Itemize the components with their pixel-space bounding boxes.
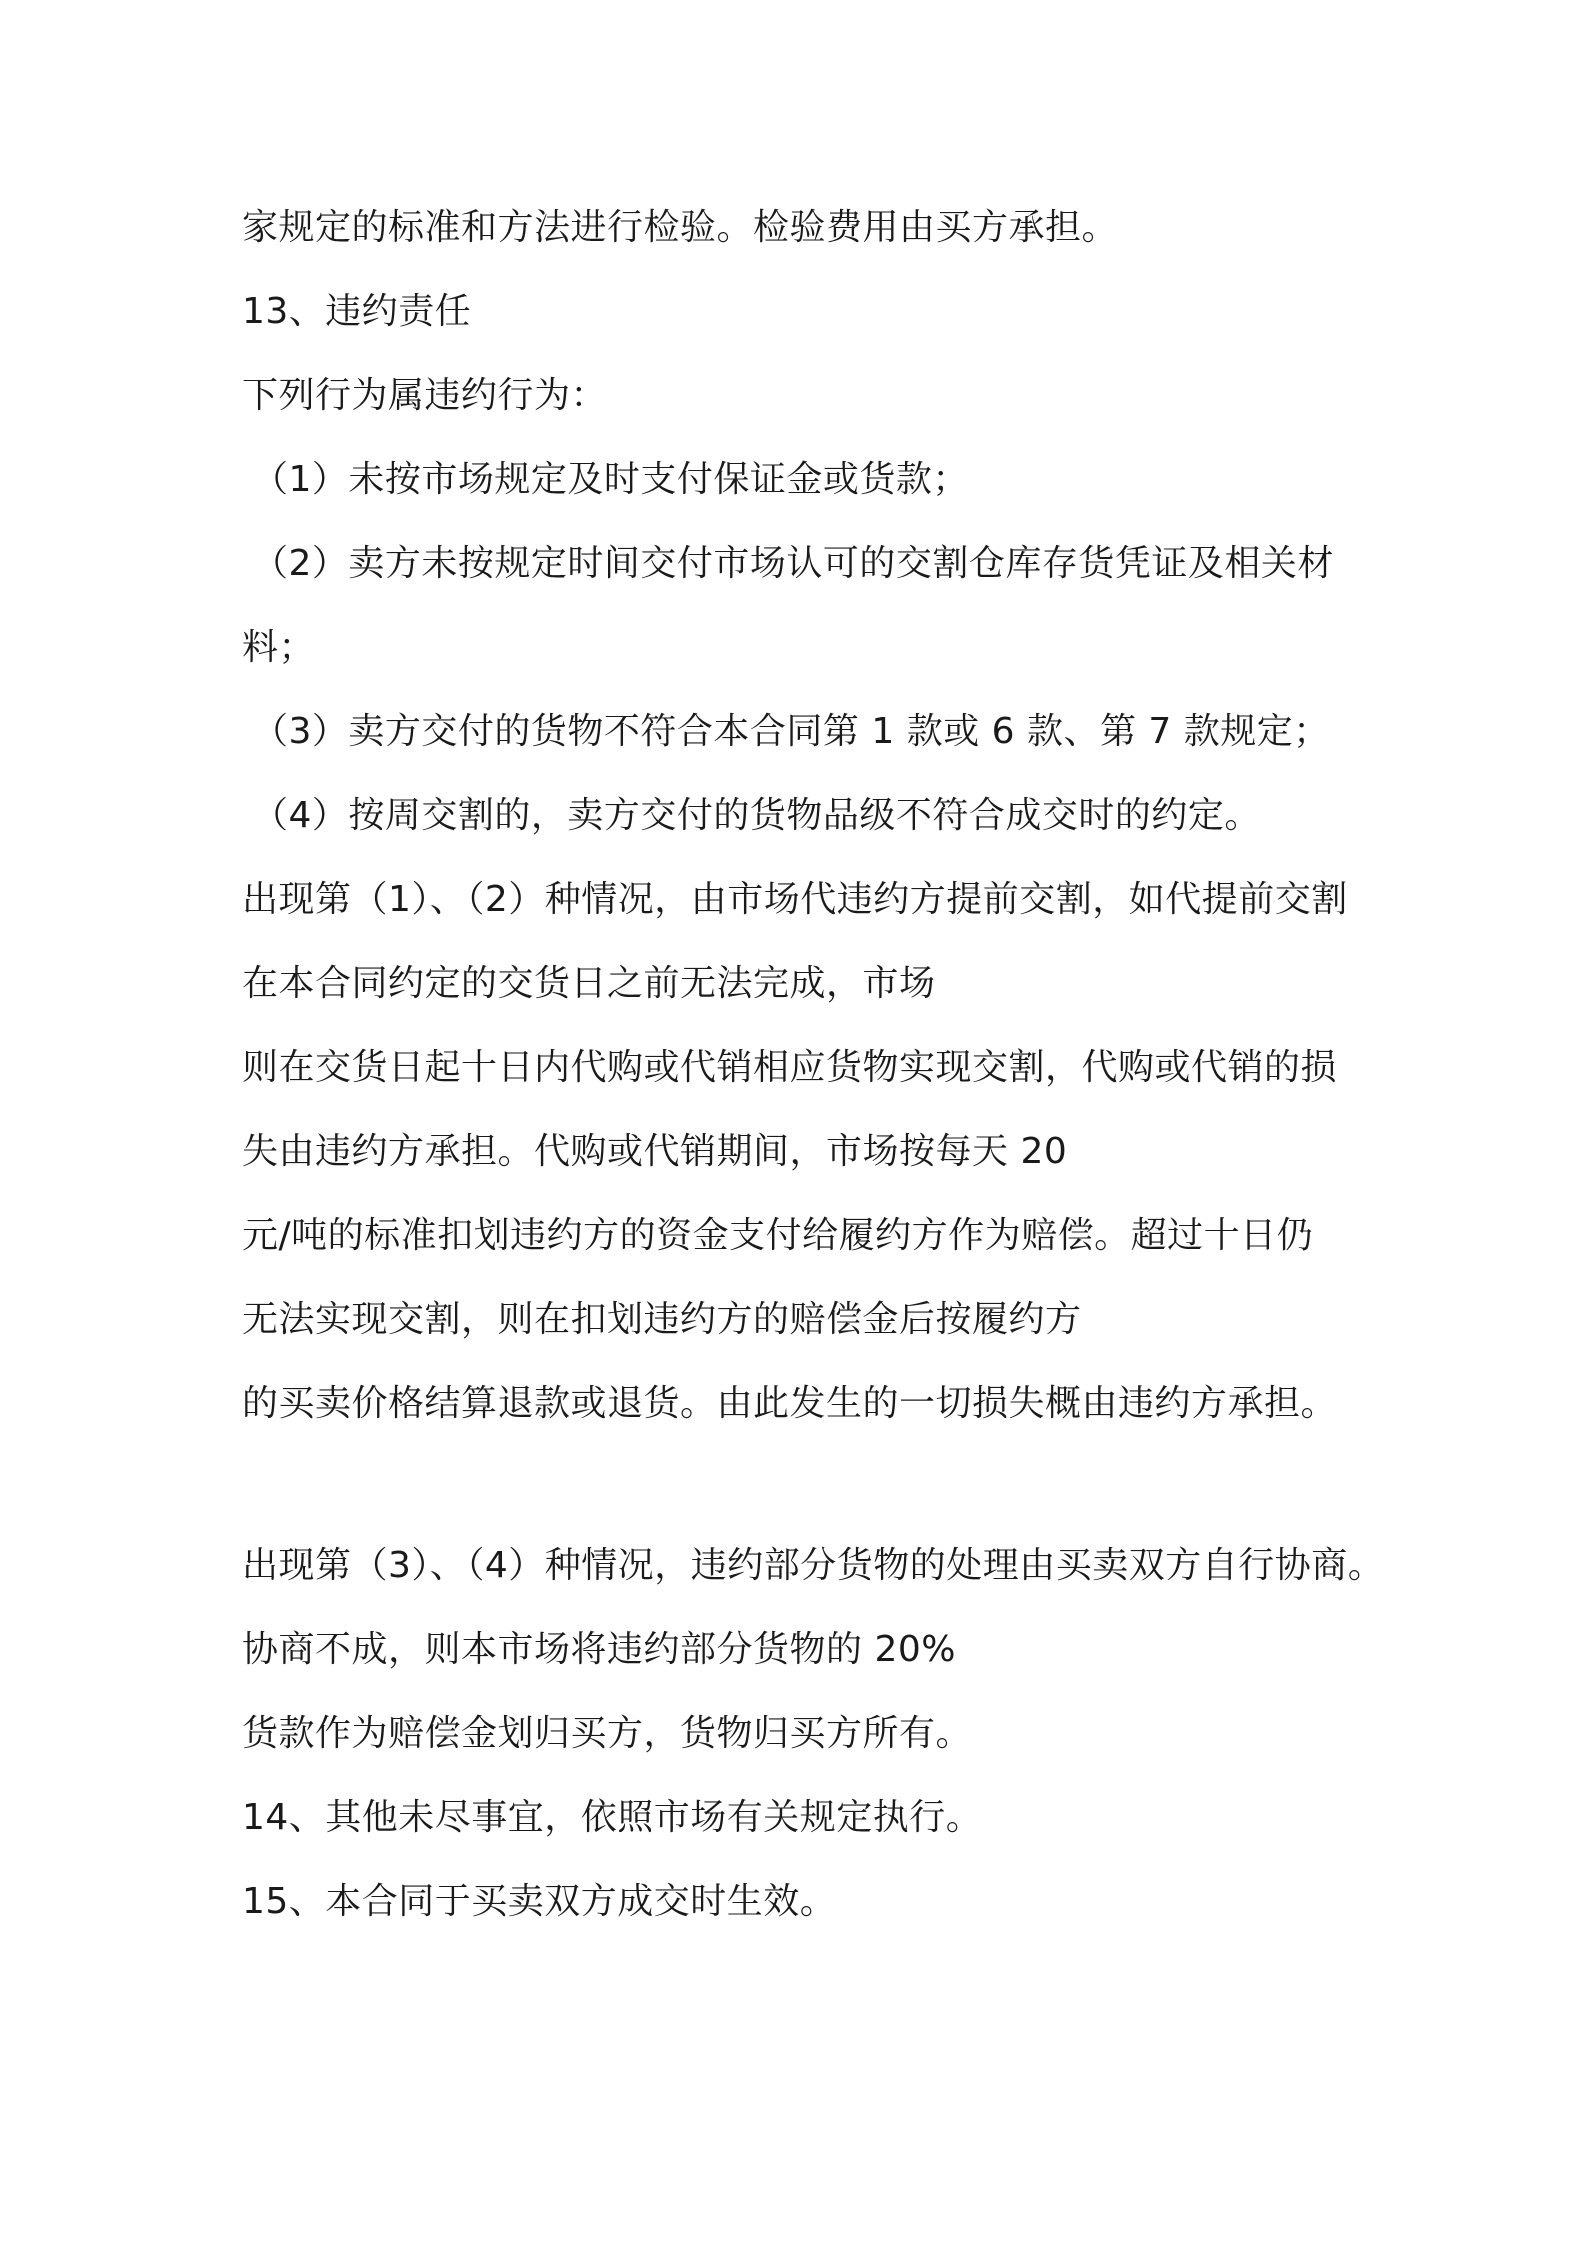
text-line-case-1-2-d: 失由违约方承担。代购或代销期间，市场按每天 20 [242, 1131, 1068, 1172]
list-item-1: （1）未按市场规定及时支付保证金或货款； [252, 459, 969, 500]
section-heading-breach: 13、违约责任 [242, 291, 472, 332]
text-line-case-1-2-e: 元/吨的标准扣划违约方的资金支付给履约方作为赔偿。超过十日仍 [242, 1215, 1314, 1256]
text-line-inspection-cost: 家规定的标准和方法进行检验。检验费用由买方承担。 [242, 207, 1119, 248]
text-line-case-1-2-g: 的买卖价格结算退款或退货。由此发生的一切损失概由违约方承担。 [242, 1383, 1338, 1424]
list-item-4: （4）按周交割的，卖方交付的货物品级不符合成交时的约定。 [252, 795, 1261, 836]
list-item-2: （2）卖方未按规定时间交付市场认可的交割仓库存货凭证及相关材 [252, 543, 1334, 584]
text-line-case-3-4-b: 协商不成，则本市场将违约部分货物的 20% [242, 1629, 956, 1670]
text-line-case-3-4-a: 出现第（3）、（4）种情况，违约部分货物的处理由买卖双方自行协商。 [242, 1545, 1385, 1586]
text-line-case-1-2-b: 在本合同约定的交货日之前无法完成，市场 [242, 963, 936, 1004]
section-14: 14、其他未尽事宜，依照市场有关规定执行。 [242, 1797, 983, 1838]
text-line-case-1-2-a: 出现第（1）、（2）种情况，由市场代违约方提前交割，如代提前交割 [242, 879, 1348, 920]
text-line-breach-intro: 下列行为属违约行为： [242, 375, 608, 416]
text-line-case-1-2-f: 无法实现交割，则在扣划违约方的赔偿金后按履约方 [242, 1299, 1082, 1340]
text-line-case-1-2-c: 则在交货日起十日内代购或代销相应货物实现交割，代购或代销的损 [242, 1047, 1338, 1088]
section-15: 15、本合同于买卖双方成交时生效。 [242, 1881, 837, 1922]
list-item-2-continued: 料； [242, 627, 316, 668]
text-line-case-3-4-c: 货款作为赔偿金划归买方，货物归买方所有。 [242, 1713, 973, 1754]
list-item-3: （3）卖方交付的货物不符合本合同第 1 款或 6 款、第 7 款规定； [252, 711, 1330, 752]
